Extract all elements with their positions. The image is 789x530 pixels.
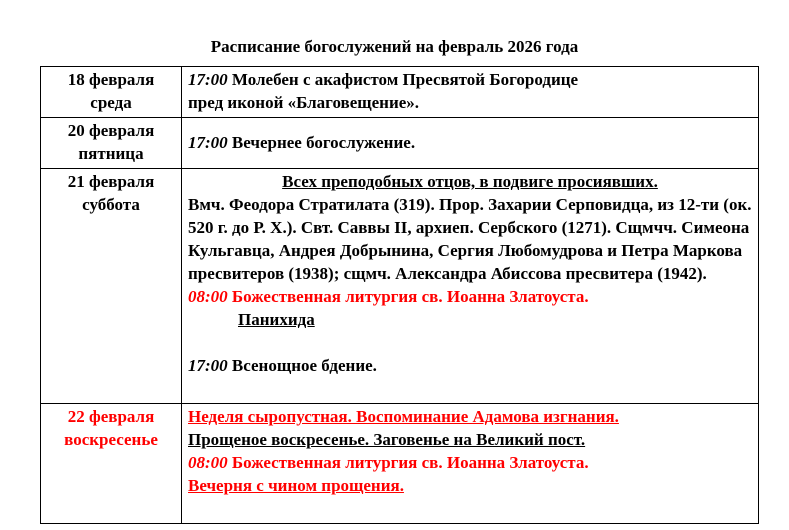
event-text: Всенощное бдение. xyxy=(227,356,377,375)
event-text: Божественная литургия св. Иоанна Златоуста. xyxy=(227,453,589,472)
weekday: среда xyxy=(90,93,132,112)
events-cell xyxy=(182,169,759,404)
table-row xyxy=(41,404,759,524)
date-cell xyxy=(41,118,182,169)
event-line xyxy=(188,451,752,474)
date-cell xyxy=(41,67,182,118)
panikhida-label: Панихида xyxy=(238,310,315,329)
date: 20 февраля xyxy=(67,121,155,140)
sunday-title: Неделя сыропустная. Воспоминание Адамова изгнания. xyxy=(188,407,619,426)
event-line xyxy=(188,68,752,91)
event-text: Божественная литургия св. Иоанна Златоуста. xyxy=(227,287,589,306)
event-text: Вечернее богослужение. xyxy=(227,133,416,152)
event-line xyxy=(188,354,752,377)
date: 18 февраля xyxy=(67,70,155,89)
events-cell xyxy=(182,118,759,169)
table-row xyxy=(41,118,759,169)
event-time: 08:00 xyxy=(188,453,228,472)
weekday: пятница xyxy=(78,144,144,163)
table-row xyxy=(41,67,759,118)
event-line xyxy=(188,119,752,154)
feast-title: Всех преподобных отцов, в подвиге просиявших. xyxy=(282,172,658,191)
event-line: пред иконой «Благовещение». xyxy=(188,93,420,112)
weekday: воскресенье xyxy=(64,430,158,449)
date-cell xyxy=(41,404,182,524)
table-row xyxy=(41,169,759,404)
schedule-table xyxy=(40,66,759,524)
event-time: 17:00 xyxy=(188,70,228,89)
weekday: суббота xyxy=(82,195,140,214)
vespers-label: Вечерня с чином прощения. xyxy=(188,476,404,495)
spacer xyxy=(188,377,752,400)
event-time: 17:00 xyxy=(188,356,228,375)
date: 21 февраля xyxy=(67,172,155,191)
events-cell xyxy=(182,67,759,118)
date: 22 февраля xyxy=(67,407,155,426)
saints-commemoration: Вмч. Феодора Стратилата (319). Прор. Захарии Серповидца, из 12-ти (ок. 520 г. до Р. Х.). Свт. Саввы II, архиеп. Сербского (1271). Сщмчч. Симеона Кульгавца, Андрея Добрынина, Сергия Любомудрова и Петра Маркова пресвитеров (1938); сщмч. Александра Абиссова пресвитера (1942). xyxy=(188,195,752,283)
event-text: Молебен с акафистом Пресвятой Богородице xyxy=(227,70,579,89)
spacer xyxy=(188,331,752,354)
event-time: 17:00 xyxy=(188,133,228,152)
spacer xyxy=(188,497,752,520)
document-title: Расписание богослужений на февраль 2026 года xyxy=(210,37,579,56)
forgiveness-sunday: Прощеное воскресенье. Заговенье на Великий пост. xyxy=(188,430,586,449)
date-cell xyxy=(41,169,182,404)
event-time: 08:00 xyxy=(188,287,228,306)
event-line xyxy=(188,285,752,308)
events-cell xyxy=(182,404,759,524)
